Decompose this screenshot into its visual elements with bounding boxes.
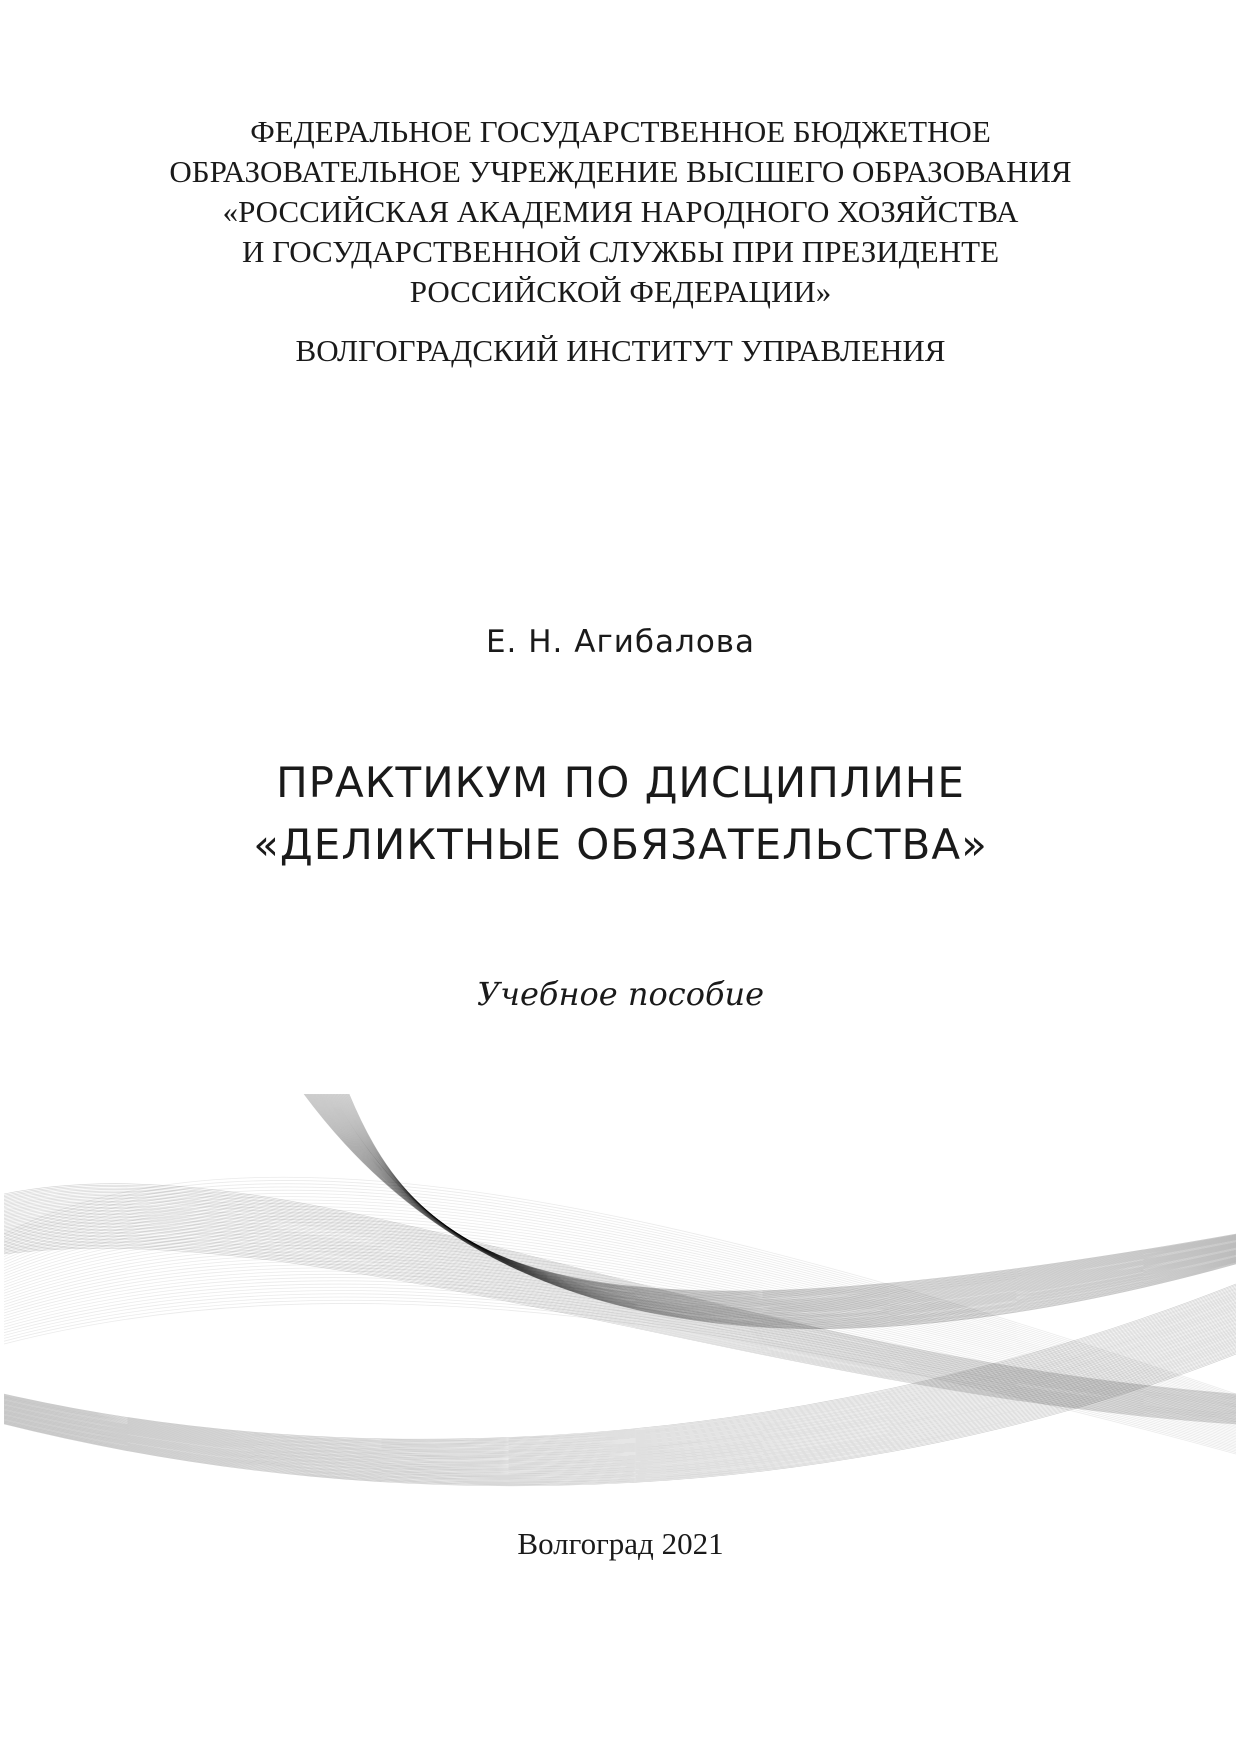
institution-name: [0, 112, 1241, 312]
institute-name: ВОЛГОГРАДСКИЙ ИНСТИТУТ УПРАВЛЕНИЯ: [295, 333, 946, 368]
author-name: Е. Н. Агибалова: [485, 624, 756, 660]
book-title: [0, 752, 1241, 876]
institution-line: ФЕДЕРАЛЬНОЕ ГОСУДАРСТВЕННОЕ БЮДЖЕТНОЕ: [250, 114, 991, 149]
institution-line: И ГОСУДАРСТВЕННОЙ СЛУЖБЫ ПРИ ПРЕЗИДЕНТЕ: [241, 234, 1000, 269]
institution-line: РОССИЙСКОЙ ФЕДЕРАЦИИ»: [409, 274, 832, 309]
book-type: Учебное пособие: [476, 975, 765, 1013]
book-title-line: ПРАКТИКУМ ПО ДИСЦИПЛИНЕ: [276, 758, 965, 807]
institution-line: «РОССИЙСКАЯ АКАДЕМИЯ НАРОДНОГО ХОЗЯЙСТВА: [222, 194, 1019, 229]
city-and-year: Волгоград 2021: [517, 1526, 724, 1561]
wave-lines-decoration: [4, 1094, 1236, 1694]
wave-line: [313, 1094, 1236, 1321]
institution-line: ОБРАЗОВАТЕЛЬНОЕ УЧРЕЖДЕНИЕ ВЫСШЕГО ОБРАЗОВАНИЯ: [169, 154, 1072, 189]
book-title-line: «ДЕЛИКТНЫЕ ОБЯЗАТЕЛЬСТВА»: [253, 820, 988, 869]
